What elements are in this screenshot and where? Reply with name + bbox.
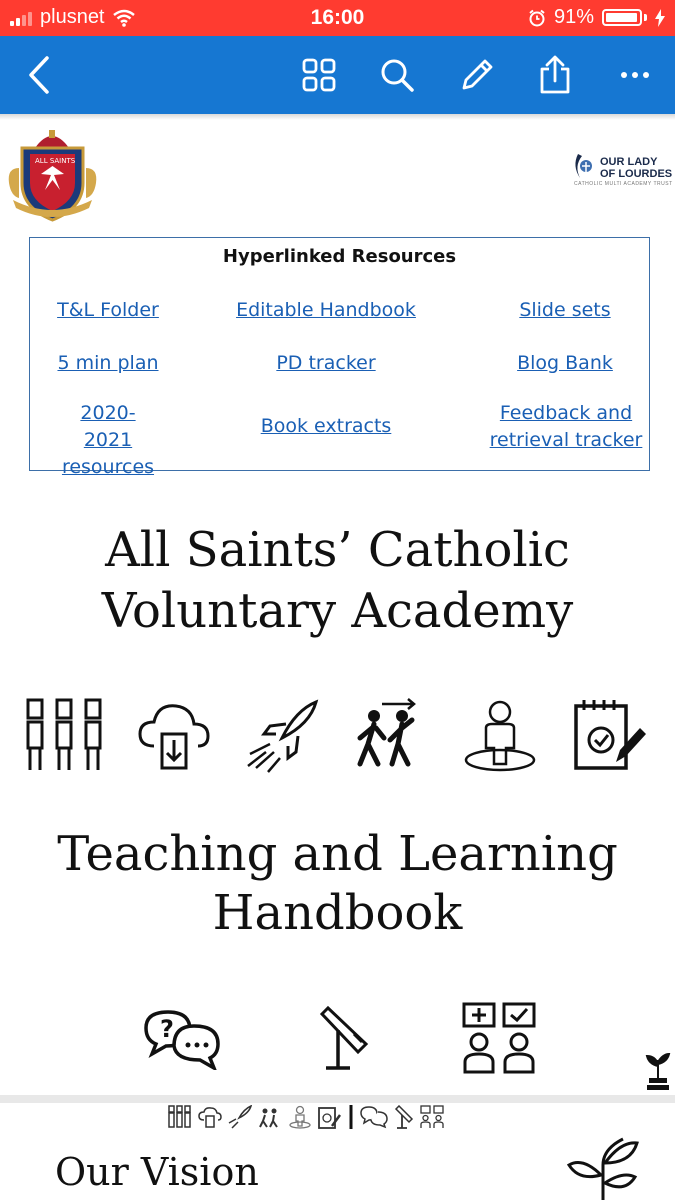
plant-leaves-icon xyxy=(565,1135,641,1200)
link-tl-folder[interactable]: T&L Folder xyxy=(57,299,159,321)
search-button[interactable] xyxy=(374,52,420,98)
svg-text:ALL SAINTS: ALL SAINTS xyxy=(35,157,76,165)
more-icon xyxy=(620,71,650,79)
trust-name-line2: OF LOURDES xyxy=(600,168,673,180)
trust-name-line1: OUR LADY xyxy=(600,156,658,168)
handbook-title-line1: Teaching and Learning xyxy=(57,826,618,882)
theme-icon-row-2 xyxy=(0,1002,675,1082)
reader-toolbar xyxy=(0,36,675,114)
search-icon xyxy=(379,57,415,93)
page-separator xyxy=(0,1095,675,1103)
mini-chat-icon xyxy=(360,1105,388,1129)
link-slide-sets[interactable]: Slide sets xyxy=(519,299,611,321)
hyperlinked-resources-box xyxy=(29,237,650,478)
mini-icon-strip xyxy=(168,1103,444,1131)
mini-people-icon xyxy=(168,1105,192,1129)
link-editable-handbook[interactable]: Editable Handbook xyxy=(236,299,416,321)
mini-person-target-icon xyxy=(288,1105,312,1129)
edit-pen-icon xyxy=(459,57,495,93)
mini-rocket-icon xyxy=(228,1105,252,1129)
handbook-title xyxy=(0,825,675,943)
share-icon xyxy=(537,55,573,95)
share-button[interactable] xyxy=(532,52,578,98)
mini-walking-icon xyxy=(258,1105,282,1129)
maths-people-icon xyxy=(462,1002,536,1074)
theme-icon-row xyxy=(0,698,675,778)
pdf-page-2 xyxy=(0,1103,675,1200)
mini-divider-bar xyxy=(348,1105,354,1129)
academy-name xyxy=(0,520,675,642)
back-button[interactable] xyxy=(16,52,62,98)
clock: 16:00 xyxy=(310,6,365,29)
link-feedback-retrieval-tracker[interactable]: Feedback and retrieval tracker xyxy=(489,402,643,451)
mini-cloud-icon xyxy=(198,1105,222,1129)
link-blog-bank[interactable]: Blog Bank xyxy=(517,352,613,374)
notepad-check-icon xyxy=(572,698,648,774)
battery-info xyxy=(528,6,665,29)
academy-name-line2: Voluntary Academy xyxy=(101,583,574,639)
question-chat-icon xyxy=(142,1008,222,1070)
battery-icon xyxy=(602,9,642,26)
trust-subtitle: CATHOLIC MULTI ACADEMY TRUST xyxy=(574,181,673,187)
status-bar xyxy=(0,0,675,36)
charging-icon xyxy=(655,9,665,27)
mini-telescope-icon xyxy=(394,1105,414,1129)
edit-button[interactable] xyxy=(454,52,500,98)
resources-title: Hyperlinked Resources xyxy=(222,246,457,267)
thumbnails-icon xyxy=(301,57,337,93)
person-target-icon xyxy=(462,698,538,774)
mini-maths-people-icon xyxy=(420,1105,444,1129)
svg-text:?: ? xyxy=(160,1015,174,1043)
back-icon xyxy=(28,56,50,94)
mini-notepad-icon xyxy=(318,1105,342,1129)
thumbnails-button[interactable] xyxy=(296,52,342,98)
link-pd-tracker[interactable]: PD tracker xyxy=(276,352,376,374)
link-5-min-plan[interactable]: 5 min plan xyxy=(57,352,159,374)
school-crest-logo xyxy=(5,128,100,223)
academy-name-line1: All Saints’ Catholic xyxy=(105,522,570,578)
pdf-page xyxy=(0,120,675,1095)
sprout-books-icon xyxy=(645,1050,671,1094)
alarm-icon xyxy=(528,9,546,27)
three-people-icon xyxy=(24,698,108,774)
battery-percent: 91% xyxy=(553,6,594,28)
more-button[interactable] xyxy=(612,52,658,98)
rocket-icon xyxy=(246,698,322,774)
telescope-icon xyxy=(316,1004,372,1072)
handbook-title-line2: Handbook xyxy=(212,885,463,941)
carrier-name: plusnet xyxy=(40,6,105,28)
our-vision-heading: Our Vision xyxy=(55,1150,259,1194)
trust-emblem-icon xyxy=(572,152,598,180)
link-book-extracts[interactable]: Book extracts xyxy=(260,415,392,437)
people-walking-icon xyxy=(352,698,428,774)
link-2020-2021-resources[interactable]: 2020-2021 resources xyxy=(61,402,155,478)
cloud-download-icon xyxy=(136,698,212,774)
